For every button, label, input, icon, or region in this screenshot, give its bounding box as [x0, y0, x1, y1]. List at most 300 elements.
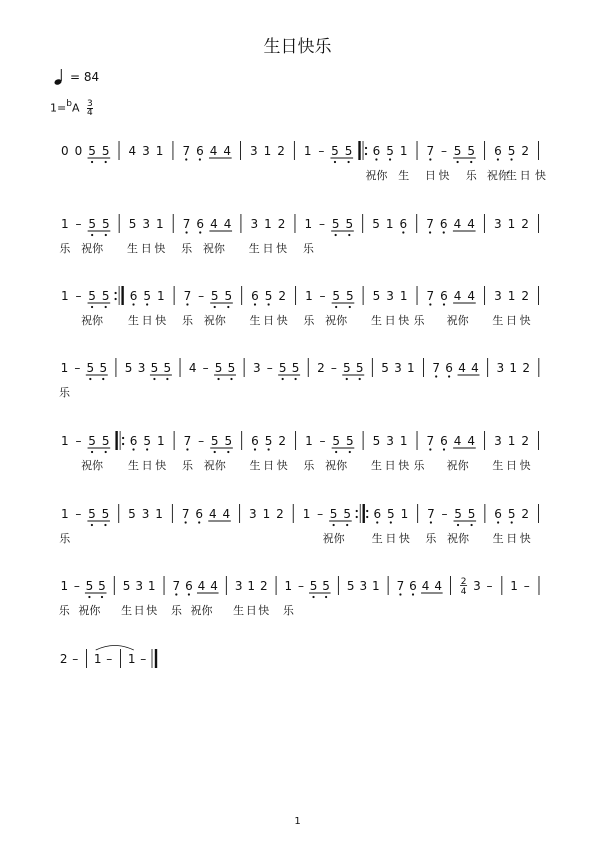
dash-note: –: [318, 217, 325, 231]
note: 4: [208, 507, 217, 521]
lyric: 祝你: [203, 459, 226, 472]
dash-note: –: [106, 652, 113, 666]
note: 5: [331, 217, 340, 231]
low-octave-dot: [429, 158, 431, 160]
low-octave-dot: [89, 378, 91, 380]
note: 6: [440, 289, 448, 303]
low-octave-dot: [294, 378, 296, 380]
low-octave-dot: [153, 378, 155, 380]
note: 6: [409, 579, 417, 593]
dash-note: –: [317, 507, 324, 521]
low-octave-dot: [335, 451, 337, 453]
lyric: 祝你: [202, 242, 225, 255]
note: 7: [181, 507, 190, 521]
lyric: 乐: [413, 459, 425, 472]
lyric: 祝你: [446, 459, 469, 472]
low-octave-dot: [435, 375, 437, 377]
note: 4: [222, 507, 231, 521]
note: 7: [426, 434, 435, 448]
dash-note: –: [202, 361, 209, 375]
note: 7: [183, 434, 192, 448]
lyric: 日: [424, 169, 436, 182]
note: 5: [372, 434, 381, 448]
note: 5: [101, 507, 110, 521]
note: 6: [372, 144, 381, 158]
note: 1: [399, 289, 408, 303]
note: 7: [426, 217, 434, 231]
note: 5: [98, 579, 106, 593]
dash-note: –: [319, 434, 326, 448]
note: 5: [101, 144, 110, 158]
note: 5: [124, 361, 133, 375]
note: 0: [60, 144, 69, 158]
dash-note: –: [486, 579, 493, 593]
lyric: 快: [534, 169, 546, 182]
time-denominator: 4: [86, 108, 93, 118]
low-octave-dot: [389, 158, 391, 160]
low-octave-dot: [132, 448, 134, 450]
note: 5: [86, 361, 95, 375]
lyric: 乐: [303, 314, 315, 327]
note: 5: [214, 361, 223, 375]
low-octave-dot: [282, 378, 284, 380]
low-octave-dot: [214, 451, 216, 453]
note: 5: [143, 289, 151, 303]
note: 1: [507, 289, 516, 303]
low-octave-dot: [430, 521, 432, 523]
note: 6: [185, 579, 193, 593]
note: 5: [143, 434, 151, 448]
note: 3: [493, 217, 502, 231]
dash-note: –: [73, 579, 80, 593]
lyric: 生: [128, 314, 140, 327]
note: 1: [156, 434, 165, 448]
note: 1: [385, 217, 394, 231]
note: 5: [163, 361, 172, 375]
lyric: 祝你: [81, 459, 104, 472]
low-octave-dot: [105, 234, 107, 236]
note: 4: [210, 217, 218, 231]
note: 2: [276, 507, 284, 521]
note: 5: [381, 361, 389, 375]
low-octave-dot: [349, 451, 351, 453]
dash-note: –: [319, 289, 326, 303]
time-change-numerator: 2: [460, 577, 467, 587]
note: 2: [277, 144, 285, 158]
note: 2: [278, 434, 287, 448]
low-octave-dot: [268, 448, 270, 450]
low-octave-dot: [346, 524, 348, 526]
note: 1: [262, 507, 271, 521]
note: 5: [467, 144, 476, 158]
low-octave-dot: [186, 303, 188, 305]
note: 7: [396, 579, 405, 593]
note: 7: [427, 507, 435, 521]
note: 1: [399, 144, 408, 158]
repeat-dot: [115, 298, 117, 300]
low-octave-dot: [470, 161, 472, 163]
lyric: 祝你: [78, 604, 101, 617]
lyric: 祝你: [203, 314, 226, 327]
low-octave-dot: [166, 378, 168, 380]
lyric: 日: [141, 459, 153, 472]
repeat-dot: [366, 510, 368, 512]
note: 3: [386, 434, 394, 448]
note: 5: [101, 217, 110, 231]
note: 4: [467, 434, 476, 448]
note: 4: [188, 361, 197, 375]
low-octave-dot: [88, 596, 90, 598]
dash-note: –: [75, 434, 82, 448]
key-prefix: 1=: [50, 101, 67, 115]
note: 1: [407, 361, 415, 375]
lyric: 日: [141, 314, 153, 327]
note: 2: [259, 579, 268, 593]
lyric: 乐: [181, 242, 193, 255]
tempo-value: = 84: [70, 70, 100, 84]
note: 1: [155, 144, 164, 158]
dash-note: –: [74, 361, 81, 375]
lyric: 日: [263, 314, 275, 327]
note: 7: [172, 579, 181, 593]
lyric: 乐: [58, 386, 70, 399]
note: 7: [183, 289, 192, 303]
low-octave-dot: [333, 524, 335, 526]
note: 2: [521, 507, 530, 521]
low-octave-dot: [105, 306, 107, 308]
note: 1: [127, 652, 136, 666]
note: 1: [284, 579, 293, 593]
lyric: 乐: [282, 604, 294, 617]
lyric: 乐: [181, 314, 193, 327]
note: 4: [223, 144, 231, 158]
lyric: 日: [262, 242, 274, 255]
note: 3: [142, 144, 150, 158]
note: 5: [291, 361, 300, 375]
low-octave-dot: [334, 161, 336, 163]
low-octave-dot: [188, 593, 190, 595]
note: 1: [247, 579, 256, 593]
note: 5: [85, 579, 94, 593]
flat-sign: b: [66, 98, 72, 109]
note: 6: [494, 507, 502, 521]
lyric: 日: [133, 604, 145, 617]
lyric: 祝你: [447, 532, 470, 545]
note: 5: [386, 144, 394, 158]
low-octave-dot: [457, 524, 459, 526]
lyric: 生: [127, 242, 139, 255]
repeat-dot: [122, 437, 124, 439]
note: 1: [156, 289, 165, 303]
low-octave-dot: [443, 303, 445, 305]
low-octave-dot: [227, 451, 229, 453]
note: 5: [346, 579, 355, 593]
note: 5: [224, 434, 233, 448]
note: 2: [317, 361, 325, 375]
lyric: 生: [249, 314, 261, 327]
note: 1: [507, 217, 516, 231]
note: 5: [322, 579, 330, 593]
note: 1: [60, 361, 69, 375]
note: 2: [521, 217, 529, 231]
low-octave-dot: [105, 161, 107, 163]
note: 4: [467, 289, 476, 303]
note: 6: [129, 434, 138, 448]
note: 5: [88, 217, 96, 231]
dash-note: –: [75, 507, 82, 521]
low-octave-dot: [335, 306, 337, 308]
note: 5: [372, 289, 381, 303]
note: 3: [137, 361, 146, 375]
dash-note: –: [440, 144, 447, 158]
lyric: 生: [249, 459, 261, 472]
note: 5: [88, 434, 96, 448]
note: 6: [196, 217, 205, 231]
note: 4: [453, 217, 462, 231]
note: 1: [305, 434, 313, 448]
lyric: 祝你: [190, 604, 213, 617]
note: 1: [399, 434, 408, 448]
lyric: 日: [385, 532, 397, 545]
low-octave-dot: [429, 448, 431, 450]
key-note: A: [71, 101, 80, 115]
lyric: 日: [245, 604, 257, 617]
lyric: 日: [384, 314, 396, 327]
dash-note: –: [72, 652, 79, 666]
note: 5: [331, 144, 339, 158]
lyric: 日: [506, 532, 518, 545]
low-octave-dot: [349, 306, 351, 308]
note: 5: [150, 361, 159, 375]
note: 1: [93, 652, 102, 666]
note: 6: [439, 217, 448, 231]
low-octave-dot: [312, 596, 314, 598]
note: 4: [458, 361, 466, 375]
lyric: 乐: [425, 532, 437, 545]
lyric: 快: [398, 459, 410, 472]
dash-note: –: [266, 361, 273, 375]
note: 6: [196, 144, 204, 158]
low-octave-dot: [91, 524, 93, 526]
note: 5: [210, 289, 219, 303]
low-octave-dot: [335, 234, 337, 236]
note: 5: [122, 579, 131, 593]
low-octave-dot: [325, 596, 327, 598]
note: 1: [510, 579, 518, 593]
note: 5: [99, 361, 108, 375]
note: 6: [251, 434, 259, 448]
note: 3: [496, 361, 505, 375]
low-octave-dot: [254, 448, 256, 450]
note: 6: [399, 217, 408, 231]
lyric: 乐: [170, 604, 182, 617]
song-title: 生日快乐: [263, 37, 332, 57]
note: 1: [507, 434, 516, 448]
low-octave-dot: [102, 378, 104, 380]
low-octave-dot: [227, 306, 229, 308]
repeat-dot: [366, 516, 368, 518]
note: 5: [343, 507, 352, 521]
note: 5: [345, 289, 354, 303]
note: 2: [522, 361, 530, 375]
note: 2: [59, 652, 68, 666]
low-octave-dot: [146, 303, 148, 305]
note: 5: [128, 217, 137, 231]
note: 1: [156, 217, 164, 231]
repeat-dot: [115, 292, 117, 294]
low-octave-dot: [199, 231, 201, 233]
lyric: 祝你: [325, 314, 348, 327]
low-octave-dot: [91, 161, 93, 163]
note: 2: [278, 289, 287, 303]
note: 3: [249, 507, 257, 521]
low-octave-dot: [402, 231, 404, 233]
repeat-dot: [356, 516, 358, 518]
low-octave-dot: [214, 306, 216, 308]
low-octave-dot: [359, 378, 361, 380]
note: 6: [445, 361, 453, 375]
note: 5: [329, 507, 338, 521]
low-octave-dot: [217, 378, 219, 380]
note: 5: [453, 144, 462, 158]
lyric: 生: [370, 459, 382, 472]
low-octave-dot: [230, 378, 232, 380]
note: 1: [61, 217, 69, 231]
lyric: 乐: [58, 604, 70, 617]
lyric: 生: [371, 532, 383, 545]
note: 5: [372, 217, 380, 231]
lyric: 快: [398, 532, 410, 545]
lyric: 快: [155, 314, 167, 327]
low-octave-dot: [443, 448, 445, 450]
low-octave-dot: [104, 524, 106, 526]
repeat-dot: [122, 443, 124, 445]
lyric: 祝你: [325, 459, 348, 472]
note: 3: [135, 579, 143, 593]
note: 4: [210, 579, 218, 593]
dash-note: –: [75, 217, 82, 231]
note: 1: [305, 289, 313, 303]
note: 5: [332, 434, 340, 448]
low-octave-dot: [175, 593, 177, 595]
note: 5: [345, 434, 354, 448]
note: 6: [129, 289, 138, 303]
low-octave-dot: [510, 158, 512, 160]
note: 5: [88, 289, 96, 303]
note: 6: [195, 507, 204, 521]
note: 7: [426, 144, 435, 158]
note: 3: [494, 289, 502, 303]
low-octave-dot: [91, 451, 93, 453]
note: 5: [101, 289, 110, 303]
lyric: 快: [276, 459, 288, 472]
note: 5: [278, 361, 287, 375]
note: 2: [277, 217, 286, 231]
note: 3: [473, 579, 481, 593]
lyric: 祝你: [81, 242, 104, 255]
note: 1: [60, 289, 69, 303]
low-octave-dot: [348, 161, 350, 163]
dash-note: –: [523, 579, 530, 593]
low-octave-dot: [497, 521, 499, 523]
note: 4: [471, 361, 479, 375]
note: 4: [453, 289, 462, 303]
note: 5: [88, 507, 96, 521]
lyric: 生: [506, 169, 518, 182]
note: 6: [494, 144, 502, 158]
note: 1: [147, 579, 156, 593]
lyric: 快: [258, 604, 270, 617]
note: 6: [373, 507, 382, 521]
note: 3: [494, 434, 502, 448]
lyric: 快: [146, 604, 158, 617]
note: 4: [421, 579, 430, 593]
low-octave-dot: [101, 596, 103, 598]
note: 4: [467, 217, 475, 231]
note: 0: [74, 144, 83, 158]
lyric: 祝你: [446, 314, 469, 327]
repeat-dot: [365, 147, 367, 149]
lyric: 乐: [465, 169, 477, 182]
dash-note: –: [441, 507, 448, 521]
lyric: 祝你: [365, 169, 388, 182]
note: 5: [467, 507, 476, 521]
note: 3: [142, 217, 151, 231]
low-octave-dot: [185, 231, 187, 233]
note: 1: [304, 217, 313, 231]
low-octave-dot: [443, 231, 445, 233]
note: 3: [386, 289, 394, 303]
note: 5: [101, 434, 110, 448]
note: 5: [224, 289, 233, 303]
low-octave-dot: [198, 521, 200, 523]
dash-note: –: [297, 579, 304, 593]
lyric: 乐: [59, 532, 71, 545]
note: 1: [302, 507, 311, 521]
low-octave-dot: [399, 593, 401, 595]
note: 5: [507, 507, 516, 521]
lyric: 日: [519, 169, 531, 182]
lyric: 日: [263, 459, 275, 472]
note: 5: [264, 434, 273, 448]
note: 5: [355, 361, 364, 375]
note: 7: [182, 144, 191, 158]
lyric: 乐: [59, 242, 71, 255]
note: 5: [387, 507, 395, 521]
note: 3: [234, 579, 243, 593]
note: 1: [155, 507, 163, 521]
repeat-dot: [365, 153, 367, 155]
low-octave-dot: [348, 234, 350, 236]
lyric: 生: [233, 604, 245, 617]
dash-note: –: [318, 144, 325, 158]
lyric: 日: [140, 242, 152, 255]
lyric: 乐: [181, 459, 193, 472]
low-octave-dot: [448, 375, 450, 377]
lyric: 快: [398, 314, 410, 327]
note: 5: [264, 289, 273, 303]
note: 3: [141, 507, 150, 521]
note: 4: [209, 144, 218, 158]
tie-arc: [96, 646, 134, 651]
lyric: 日: [506, 459, 518, 472]
low-octave-dot: [105, 451, 107, 453]
note: 1: [60, 434, 69, 448]
note: 1: [372, 579, 380, 593]
note: 2: [521, 289, 529, 303]
lyric: 生: [128, 459, 140, 472]
note: 4: [223, 217, 232, 231]
